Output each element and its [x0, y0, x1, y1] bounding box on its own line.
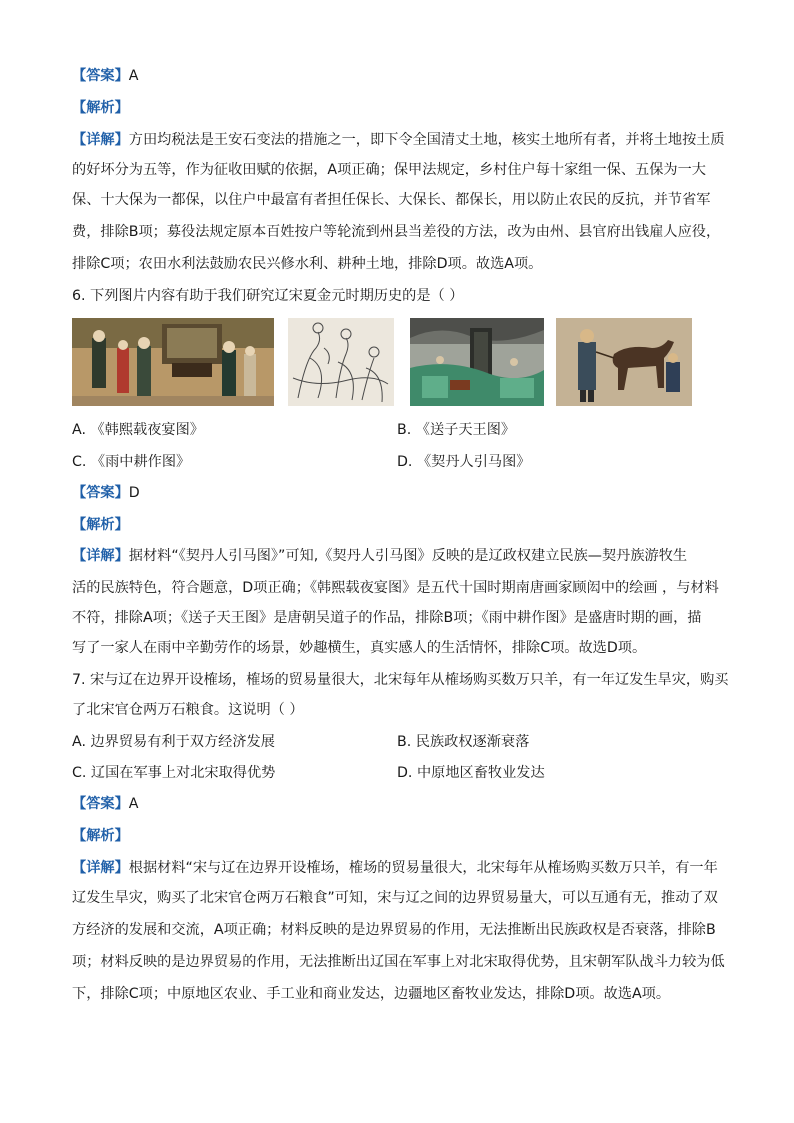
q6-analysis-label: 【解析】 [72, 517, 129, 533]
answer-label: 【答案】 [72, 68, 129, 84]
q6-option-a: A. 《韩熙载夜宴图》 [72, 422, 204, 438]
q6-stem: 6. 下列图片内容有助于我们研究辽宋夏金元时期历史的是（ ） [72, 288, 464, 304]
q6-detail-line-1: 【详解】据材料“《契丹人引马图》”可知,《契丹人引马图》反映的是辽政权建立民族—契丹族游牧生 [72, 548, 688, 564]
painting-ink-sketch-image [288, 318, 394, 406]
detail-label: 【详解】 [72, 132, 129, 148]
q7-answer: A [128, 796, 139, 812]
q7-stem-line-1: 7. 宋与辽在边界开设榷场，榷场的贸易量很大，北宋每年从榷场购买数万只羊，有一年辽发生旱灾，购买 [72, 672, 729, 688]
q7-analysis-label: 【解析】 [72, 828, 129, 844]
q7-option-d: D. 中原地区畜牧业发达 [397, 765, 545, 781]
q6-answer-line: 【答案】D [72, 485, 140, 501]
q6-detail-line-4: 写了一家人在雨中辛勤劳作的场景，妙趣横生，真实感人的生活情怀，排除C项。故选D项。 [72, 640, 647, 656]
q7-detail-line-2: 辽发生旱灾，购买了北宋官仓两万石粮食”可知，宋与辽之间的边界贸易量大，可以互通有无，推动了双 [72, 890, 718, 906]
q7-option-b: B. 民族政权逐渐衰落 [397, 734, 530, 750]
q7-stem-line-2: 了北宋官仓两万石粮食。这说明（ ） [72, 702, 304, 718]
q7-answer-line: 【答案】A [72, 796, 139, 812]
q7-option-c: C. 辽国在军事上对北宋取得优势 [72, 765, 276, 781]
q7-option-a: A. 边界贸易有利于双方经济发展 [72, 734, 275, 750]
q5-detail-line-3: 保、十大保为一都保，以住户中最富有者担任保长、大保长、都保长，用以防止农民的反抗，并节省军 [72, 192, 711, 208]
q5-detail-line-4: 费，排除B项；募役法规定原本百姓按户等轮流到州县当差役的方法，改为由州、县官府出钱雇人应役， [72, 224, 721, 240]
q6-detail-line-2: 活的民族特色，符合题意，D项正确；《韩熙载夜宴图》是五代十国时期南唐画家顾闳中的绘画 ，与材料 [72, 580, 719, 596]
q6-option-c: C. 《雨中耕作图》 [72, 454, 191, 470]
q5-detail-line-1: 【详解】方田均税法是王安石变法的措施之一，即下令全国清丈土地，核实土地所有者，并将土地按土质 [72, 132, 725, 148]
q7-detail-line-1: 【详解】根据材料“宋与辽在边界开设榷场，榷场的贸易量很大，北宋每年从榷场购买数万只羊，有一年 [72, 860, 718, 876]
painting-khitan-horse-image [556, 318, 692, 406]
q5-analysis-label: 【解析】 [72, 100, 129, 116]
q5-detail-line-2: 的好坏分为五等，作为征收田赋的依据，A项正确；保甲法规定，乡村住户每十家组一保、五保为一大 [72, 162, 706, 178]
q5-detail-line-5: 排除C项；农田水利法鼓励农民兴修水利、耕种土地，排除D项。故选A项。 [72, 256, 543, 272]
painting-banquet-image [72, 318, 274, 406]
q6-detail-line-3: 不符，排除A项；《送子天王图》是唐朝吴道子的作品，排除B项；《雨中耕作图》是盛唐时期的画，描 [72, 610, 702, 626]
q7-detail-line-4: 项；材料反映的是边界贸易的作用，无法推断出辽国在军事上对北宋取得优势，且宋朝军队战斗力较为低 [72, 954, 725, 970]
q6-option-d: D. 《契丹人引马图》 [397, 454, 531, 470]
q7-detail-line-3: 方经济的发展和交流，A项正确；材料反映的是边界贸易的作用，无法推断出民族政权是否衰落，排除B [72, 922, 716, 938]
q5-answer-line [72, 66, 138, 86]
q6-option-b: B. 《送子天王图》 [397, 422, 516, 438]
q6-answer: D [128, 485, 140, 501]
q7-detail-line-5: 下，排除C项；中原地区农业、手工业和商业发达，边疆地区畜牧业发达，排除D项。故选A项。 [72, 986, 671, 1002]
painting-rain-plowing-image [410, 318, 544, 406]
q5-answer: A [128, 68, 139, 84]
